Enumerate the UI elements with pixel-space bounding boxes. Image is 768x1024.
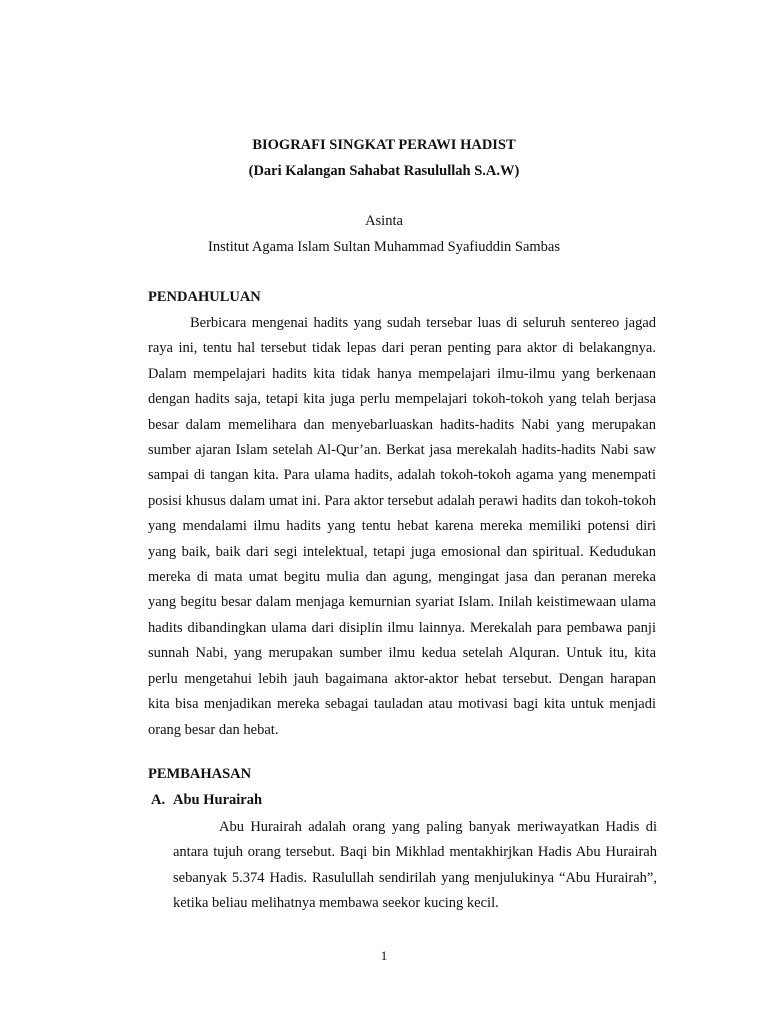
page-number: 1 bbox=[380, 948, 388, 963]
discussion-heading: PEMBAHASAN bbox=[148, 766, 252, 782]
author-institution: Institut Agama Islam Sultan Muhammad Syafiuddin Sambas bbox=[208, 239, 560, 255]
subsection-title: Abu Hurairah bbox=[173, 792, 263, 808]
document-subtitle: (Dari Kalangan Sahabat Rasulullah S.A.W) bbox=[248, 163, 520, 179]
author-name: Asinta bbox=[365, 213, 403, 229]
subsection-heading bbox=[151, 792, 262, 809]
intro-heading: PENDAHULUAN bbox=[148, 289, 261, 305]
subsection-body bbox=[173, 815, 657, 917]
document-title: BIOGRAFI SINGKAT PERAWI HADIST bbox=[252, 137, 516, 153]
subsection-paragraph: Abu Hurairah adalah orang yang paling banyak meriwayatkan Hadis di antara tujuh orang tersebut. Baqi bin Mikhlad mentakhirjkan Hadis Abu Hurairah sebanyak 5.374 Hadis. Rasulullah sendirilah yang menjulukinya “Abu Hurairah”, ketika beliau melihatnya membawa seekor kucing kecil. bbox=[173, 819, 657, 912]
intro-paragraph: Berbicara mengenai hadits yang sudah tersebar luas di seluruh sentereo jagad raya ini, tentu hal tersebut tidak lepas dari peran penting para aktor di belakangnya. Dalam mempelajari hadits kita tidak hanya mempelajari ilmu-ilmu yang berkenaan dengan hadits saja, tetapi kita juga perlu mempelajari tokoh-tokoh yang telah berjasa besar dalam memelihara dan menyebarluaskan hadits-hadits Nabi yang merupakan sumber ajaran Islam setelah Al-Qur’an. Berkat jasa merekalah hadits-hadits Nabi saw sampai di tangan kita. Para ulama hadits, adalah tokoh-tokoh agama yang menempati posisi khusus dalam umat ini. Para aktor tersebut adalah perawi hadits dan tokoh-tokoh yang mendalami ilmu hadits yang tentu hebat karena mereka memiliki potensi diri yang baik, baik dari segi intelektual, tetapi juga emosional dan spiritual. Kedudukan mereka di mata umat begitu mulia dan agung, mengingat jasa dan peranan mereka yang begitu besar dalam menjaga kemurnian syariat Islam. Inilah keistimewaan ulama hadits dibandingkan ulama dari disiplin ilmu lainnya. Merekalah para pembawa panji sunnah Nabi, yang merupakan sumber ilmu kedua setelah Alquran. Untuk itu, kita perlu mengetahui lebih jauh bagaimana aktor-aktor hebat tersebut. Dengan harapan kita bisa menjadikan mereka sebagai tauladan atau motivasi bagi kita untuk menjadi orang besar dan hebat. bbox=[148, 315, 656, 738]
intro-section bbox=[148, 311, 656, 743]
subsection-number: A. bbox=[151, 792, 166, 808]
